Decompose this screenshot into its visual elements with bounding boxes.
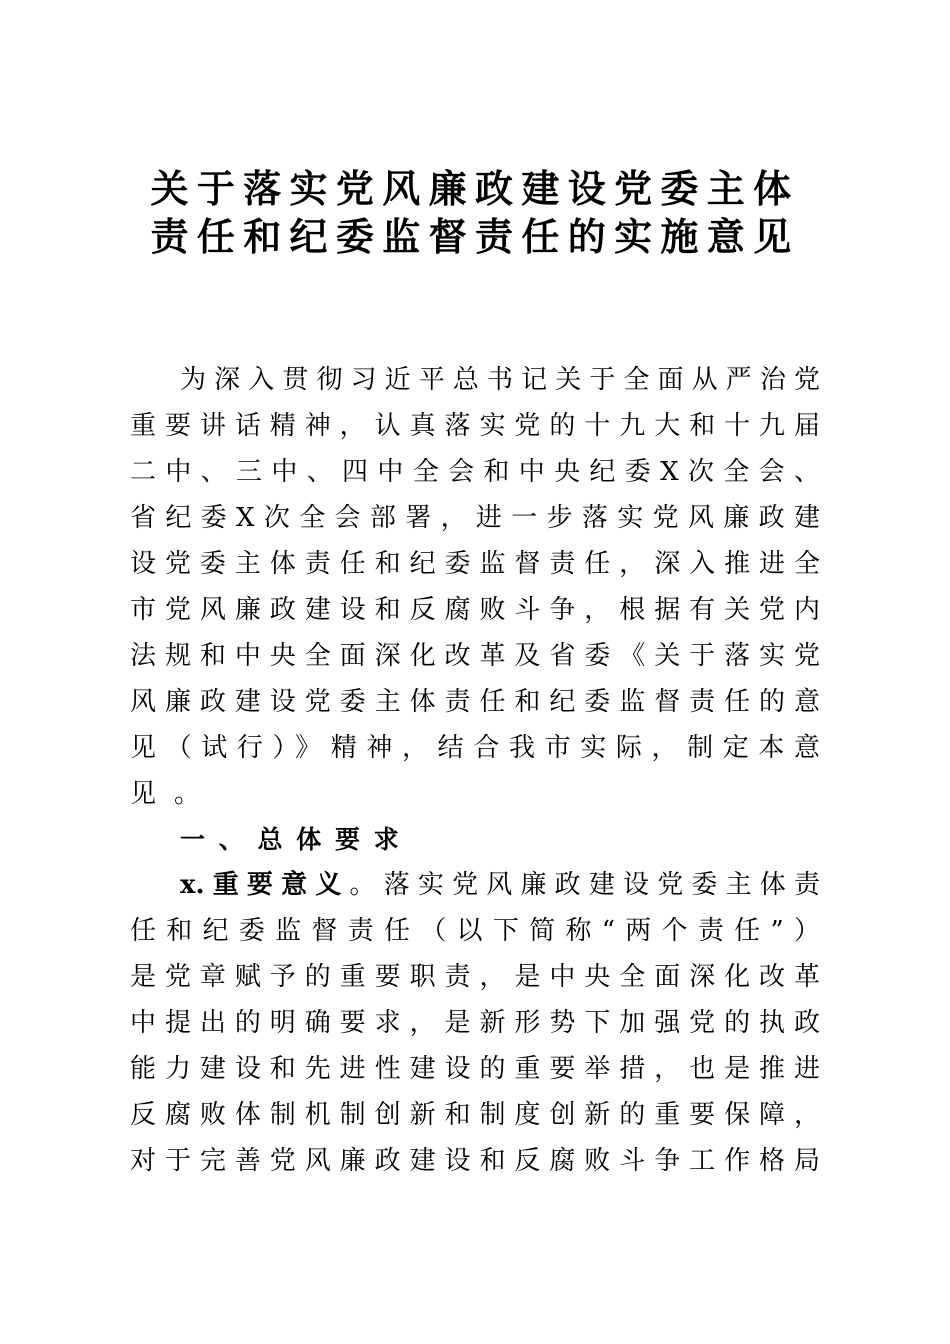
- section-line: 反腐败体制机制创新和制度创新的重要保障，: [130, 1100, 820, 1130]
- intro-line: 省纪委X次全会部署，进一步落实党风廉政建: [130, 503, 820, 533]
- intro-line: 为深入贯彻习近平总书记关于全面从严治党: [180, 365, 820, 395]
- section-first-line: [180, 862, 820, 908]
- section-line: 是党章赋予的重要职责，是中央全面深化改革: [130, 962, 820, 992]
- section-line: 对于完善党风廉政建设和反腐败斗争工作格局: [130, 1146, 820, 1176]
- intro-line: 法规和中央全面深化改革及省委《关于落实党: [130, 641, 820, 671]
- intro-line: 重要讲话精神，认真落实党的十九大和十九届: [130, 411, 820, 441]
- intro-line: 设党委主体责任和纪委监督责任，深入推进全: [130, 549, 820, 579]
- intro-line: 风廉政建设党委主体责任和纪委监督责任的意: [130, 687, 820, 717]
- intro-line: 二中、三中、四中全会和中央纪委X次全会、: [130, 457, 820, 487]
- intro-line: 市党风廉政建设和反腐败斗争，根据有关党内: [130, 595, 820, 625]
- section-heading: 一、总体要求: [180, 825, 413, 854]
- section-first-line-text: 。落实党风廉政建设党委主体责: [349, 870, 820, 900]
- document-title: 关于落实党风廉政建设党委主体责任和纪委监督责任的实施意见: [150, 166, 800, 259]
- section-lead: x.重要意义: [180, 870, 350, 900]
- intro-line: 见。: [130, 779, 219, 809]
- intro-line: 见（试行）》精神，结合我市实际，制定本意: [130, 733, 820, 763]
- section-line: 能力建设和先进性建设的重要举措，也是推进: [130, 1054, 820, 1084]
- section-line: 任和纪委监督责任（以下简称“两个责任”）: [130, 916, 820, 946]
- section-line: 中提出的明确要求，是新形势下加强党的执政: [130, 1008, 820, 1038]
